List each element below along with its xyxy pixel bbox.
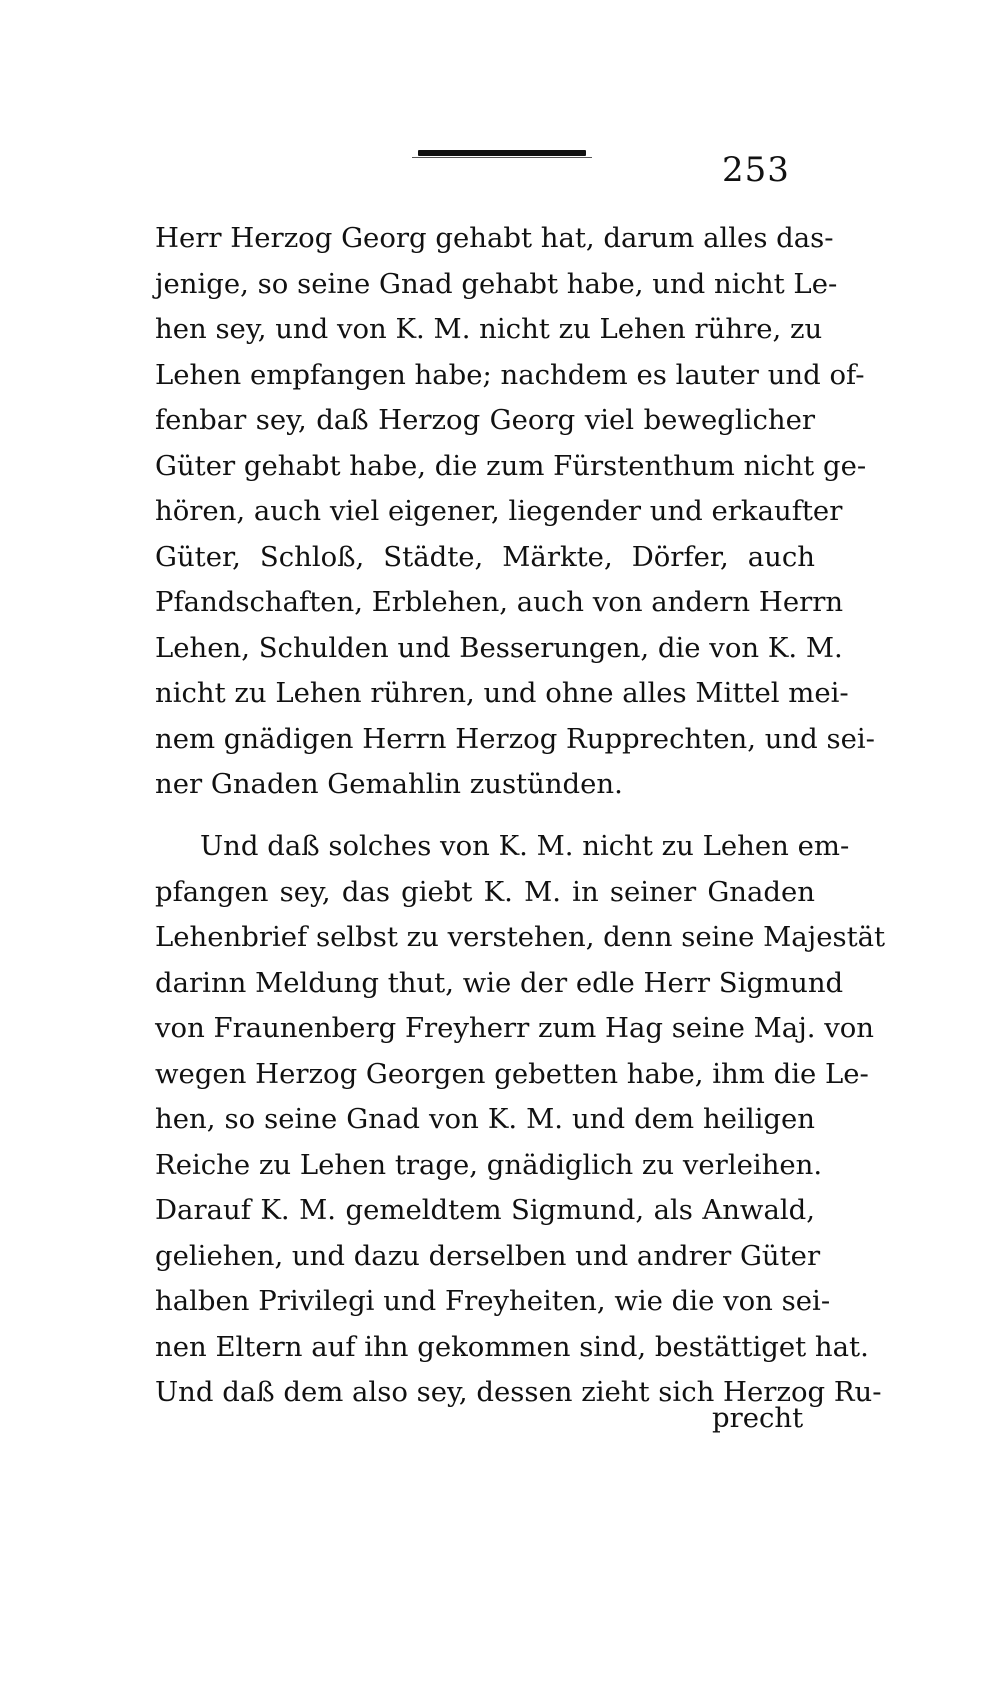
text-line: jenige, so seine Gnad gehabt habe, und nicht Le- (155, 267, 838, 300)
text-line: Lehen empfangen habe; nachdem es lauter und of- (155, 358, 865, 391)
text-line: Herr Herzog Georg gehabt hat, darum alles das- (155, 222, 834, 254)
text-line: fenbar sey, daß Herzog Georg viel beweglicher (155, 404, 815, 436)
text-line: geliehen, und dazu derselben und andrer Güter (155, 1239, 821, 1272)
text-line: Güter gehabt habe, die zum Fürstenthum nicht ge- (155, 449, 867, 482)
text-line: darinn Meldung thut, wie der edle Herr Sigmund (155, 966, 844, 999)
text-line: ner Gnaden Gemahlin zustünden. (155, 768, 623, 800)
text-line: von Fraunenberg Freyherr zum Hag seine Maj. von (155, 1012, 875, 1044)
text-line: pfangen sey, das giebt K. M. in seiner Gnaden (155, 875, 815, 908)
text-line: Und daß solches von K. M. nicht zu Lehen em- (200, 830, 850, 862)
text-line: wegen Herzog Georgen gebetten habe, ihm die Le- (155, 1057, 869, 1090)
text-line: nem gnädigen Herrn Herzog Rupprechten, und sei- (155, 722, 875, 755)
text-line: Darauf K. M. gemeldtem Sigmund, als Anwald, (155, 1194, 815, 1226)
text-line: nen Eltern auf ihn gekommen sind, bestättiget hat. (155, 1330, 869, 1363)
catchword: precht (712, 1402, 804, 1434)
text-line: Pfandschaften, Erblehen, auch von andern Herrn (155, 586, 844, 618)
page-number: 253 (722, 150, 790, 190)
text-line: Reiche zu Lehen trage, gnädiglich zu verleihen. (155, 1148, 823, 1181)
paragraph-1 (155, 216, 875, 808)
text-line: hen sey, und von K. M. nicht zu Lehen rühre, zu (155, 313, 823, 345)
header-rule (418, 150, 586, 156)
text-line: hen, so seine Gnad von K. M. und dem heiligen (155, 1103, 815, 1135)
text-line: halben Privilegi und Freyheiten, wie die von sei- (155, 1285, 831, 1317)
text-line: nicht zu Lehen rühren, und ohne alles Mittel mei- (155, 677, 849, 709)
text-line: Lehen, Schulden und Besserungen, die von K. M. (155, 631, 843, 664)
paragraph-2 (155, 824, 886, 1416)
text-line: hören, auch viel eigener, liegender und erkaufter (155, 495, 843, 527)
text-line: Lehenbrief selbst zu verstehen, denn seine Majestät (155, 921, 886, 953)
text-line: Güter, Schloß, Städte, Märkte, Dörfer, auch (155, 540, 815, 573)
text-line: Und daß dem also sey, dessen zieht sich Herzog Ru- (155, 1376, 882, 1408)
